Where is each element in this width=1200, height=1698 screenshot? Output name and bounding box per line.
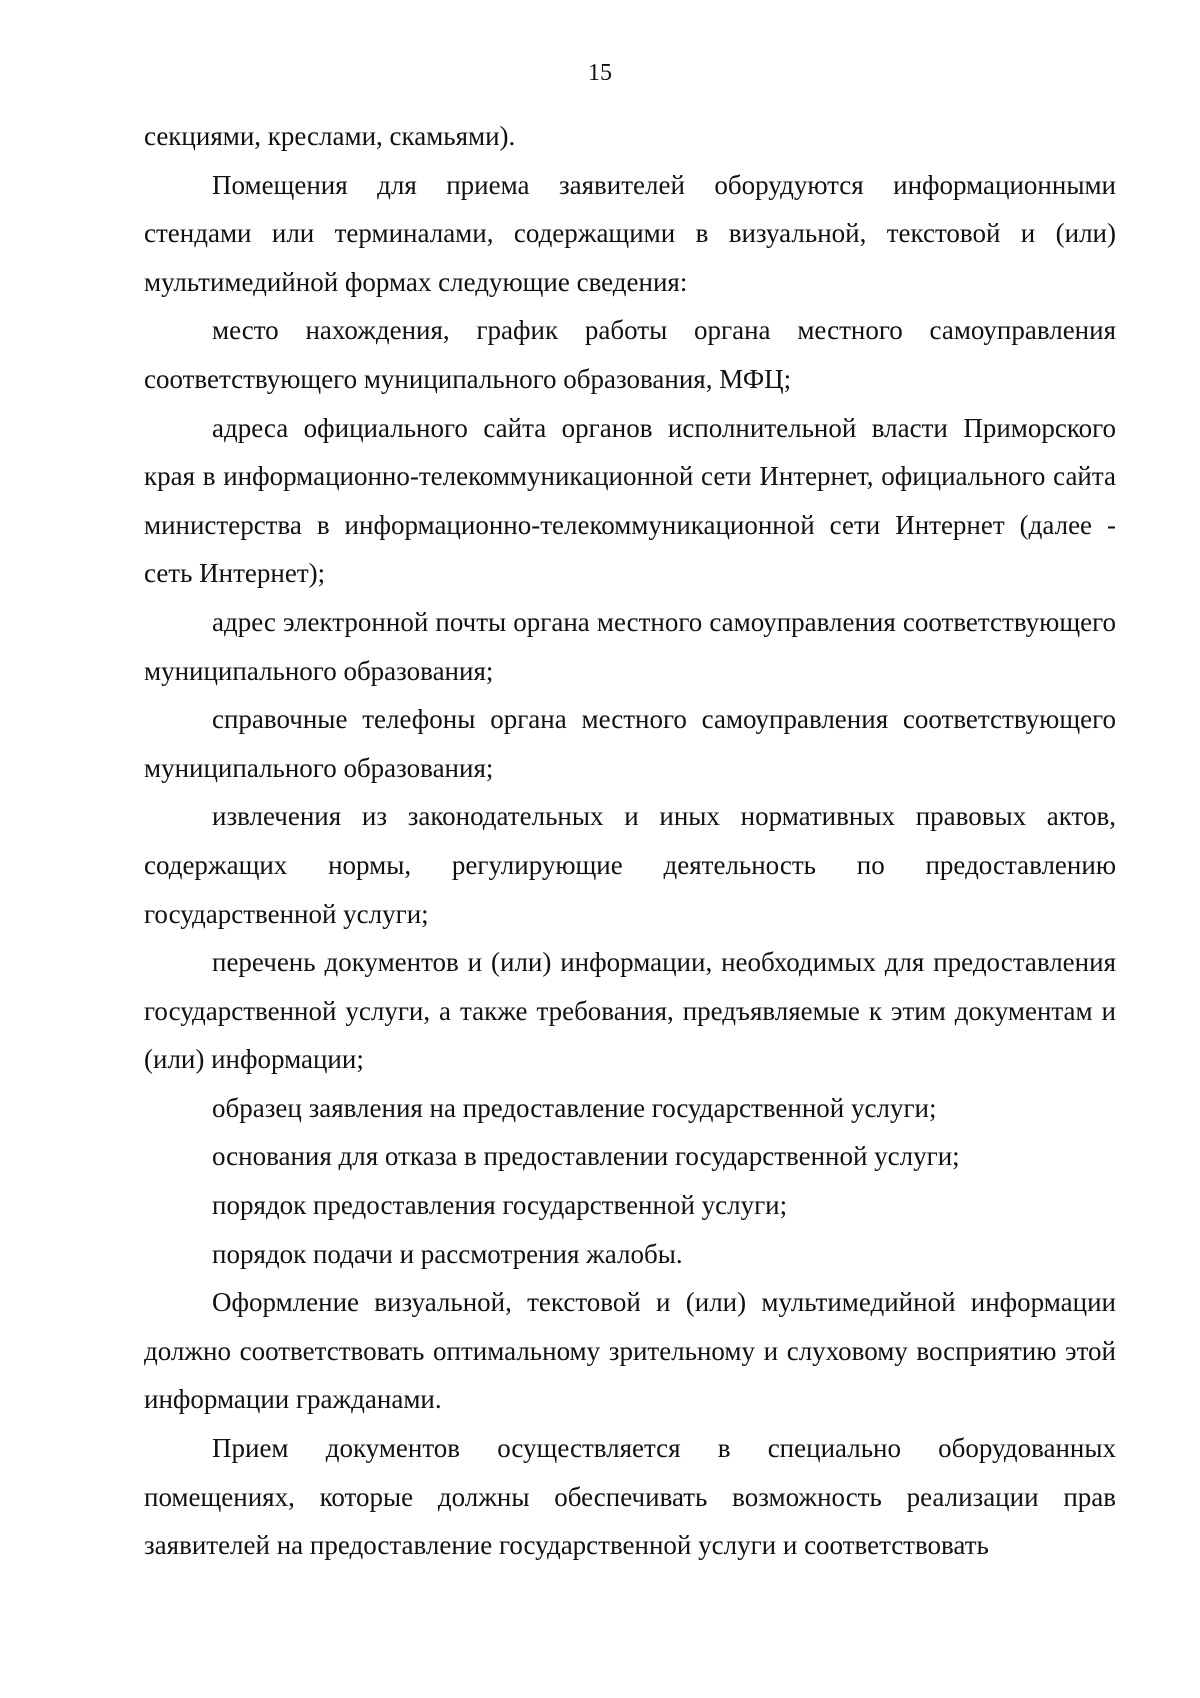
list-item-reference-phones: справочные телефоны органа местного самоуправления соответствующего муниципального образования; (144, 704, 1116, 783)
paragraph-information-design: Оформление визуальной, текстовой и (или) мультимедийной информации должно соответствовать оптимальному зрительному и слуховому восприятию этой информации гражданами. (144, 1287, 1116, 1415)
document-body (144, 112, 1116, 1570)
list-item-location-schedule: место нахождения, график работы органа местного самоуправления соответствующего муниципального образования, МФЦ; (144, 315, 1116, 394)
list-item-refusal-grounds: основания для отказа в предоставлении государственной услуги; (212, 1141, 960, 1172)
list-item-complaint-procedure: порядок подачи и рассмотрения жалобы. (212, 1238, 683, 1269)
paragraph-premises-info: Помещения для приема заявителей оборудуются информационными стендами или терминалами, содержащими в визуальной, текстовой и (или) мультимедийной формах следующие сведения: (144, 169, 1116, 297)
paragraph-document-reception: Прием документов осуществляется в специально оборудованных помещениях, которые должны обеспечивать возможность реализации прав заявителей на предоставление государственной услуги и соответствовать (144, 1433, 1116, 1561)
list-item-website-addresses: адреса официального сайта органов исполнительной власти Приморского края в информационно-телекоммуникационной сети Интернет, официального сайта министерства в информационно-телекоммуникационной сети Интернет (далее - сеть Интернет); (144, 412, 1116, 589)
list-item-application-sample: образец заявления на предоставление государственной услуги; (212, 1092, 937, 1123)
list-item-email-address: адрес электронной почты органа местного самоуправления соответствующего муниципального образования; (144, 606, 1116, 686)
page-number: 15 (588, 60, 612, 86)
list-item-legal-extracts: извлечения из законодательных и иных нормативных правовых актов, содержащих нормы, регулирующие деятельность по предоставлению государственной услуги; (144, 801, 1116, 929)
list-item-service-procedure: порядок предоставления государственной услуги; (212, 1190, 788, 1221)
list-item-documents-list: перечень документов и (или) информации, необходимых для предоставления государственной услуги, а также требования, предъявляемые к этим документам и (или) информации; (144, 947, 1116, 1075)
paragraph-continuation: секциями, креслами, скамьями). (144, 121, 516, 151)
